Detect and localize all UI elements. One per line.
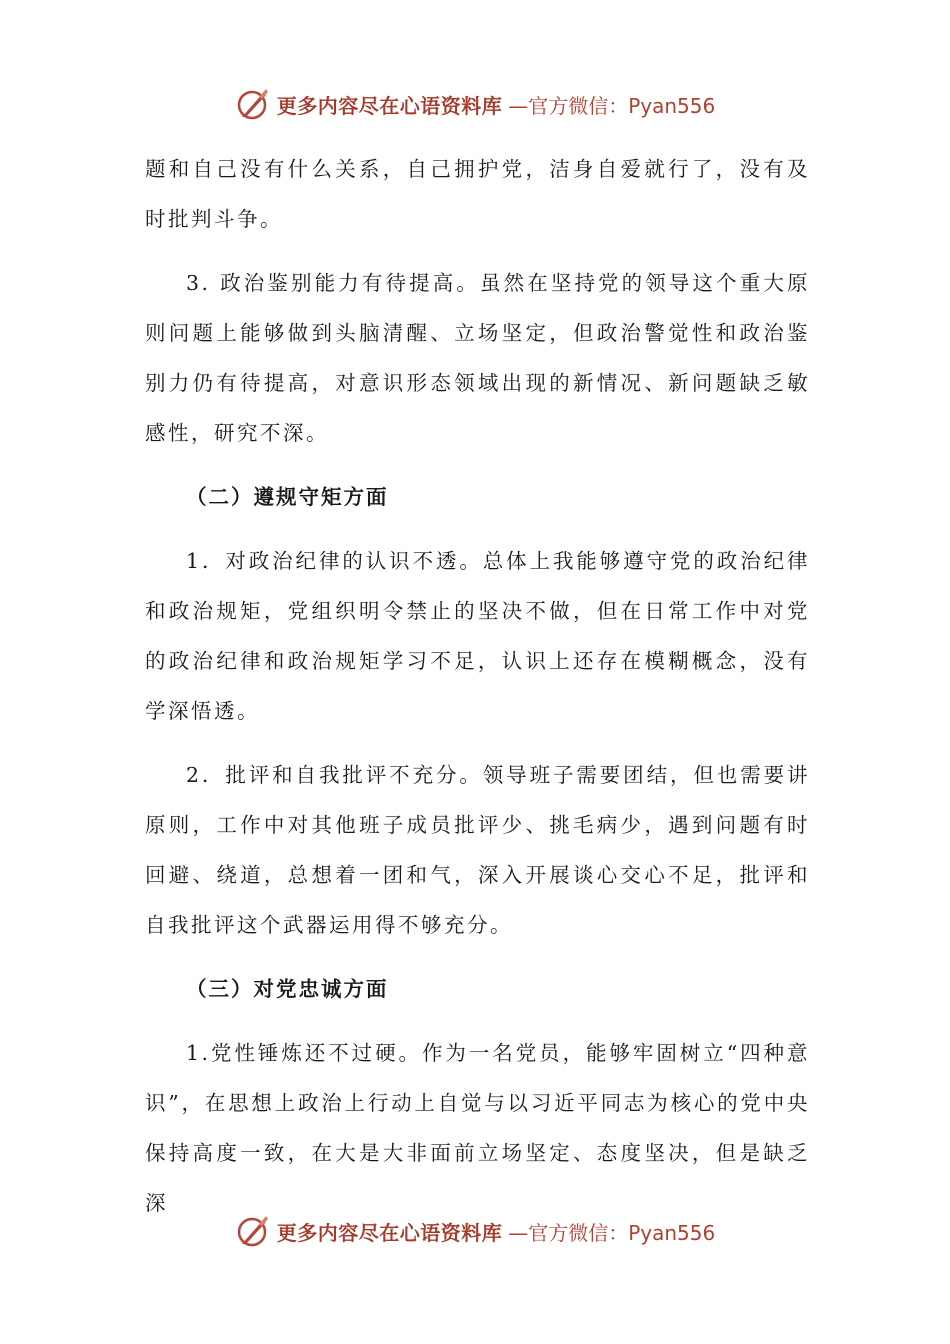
paragraph-party-spirit: 1.党性锤炼还不过硬。作为一名党员，能够牢固树立“四种意识”，在思想上政治上行动上自觉与以习近平同志为核心的党中央保持高度一致，在大是大非面前立场坚定、态度坚决，但是缺乏深 xyxy=(145,1041,810,1215)
paragraph-continuation: 题和自己没有什么关系，自己拥护党，洁身自爱就行了，没有及时批判斗争。 xyxy=(145,157,810,231)
banner-subtitle: —官方微信：Pyan556 xyxy=(508,1220,716,1245)
quill-pen-logo-icon xyxy=(235,86,271,122)
header-banner xyxy=(0,84,950,124)
section-heading-loyalty: （三）对党忠诚方面 xyxy=(186,977,389,1001)
quill-pen-logo-icon xyxy=(235,1213,271,1249)
document-body xyxy=(145,144,810,1242)
footer-banner xyxy=(0,1211,950,1251)
section-heading-rules: （二）遵规守矩方面 xyxy=(186,485,389,509)
banner-title: 更多内容尽在心语资料库 xyxy=(276,1220,503,1245)
paragraph-criticism: 2．批评和自我批评不充分。领导班子需要团结，但也需要讲原则，工作中对其他班子成员批评少、挑毛病少，遇到问题有时回避、绕道，总想着一团和气，深入开展谈心交心不足，批评和自我批评这个武器运用得不够充分。 xyxy=(145,763,810,937)
banner-subtitle: —官方微信：Pyan556 xyxy=(508,93,716,118)
paragraph-political-discernment: 3. 政治鉴别能力有待提高。虽然在坚持党的领导这个重大原则问题上能够做到头脑清醒、立场坚定，但政治警觉性和政治鉴别力仍有待提高，对意识形态领域出现的新情况、新问题缺乏敏感性，研究不深。 xyxy=(145,271,810,445)
banner-title: 更多内容尽在心语资料库 xyxy=(276,93,503,118)
paragraph-political-discipline: 1．对政治纪律的认识不透。总体上我能够遵守党的政治纪律和政治规矩，党组织明令禁止的坚决不做，但在日常工作中对党的政治纪律和政治规矩学习不足，认识上还存在模糊概念，没有学深悟透。 xyxy=(145,549,810,723)
